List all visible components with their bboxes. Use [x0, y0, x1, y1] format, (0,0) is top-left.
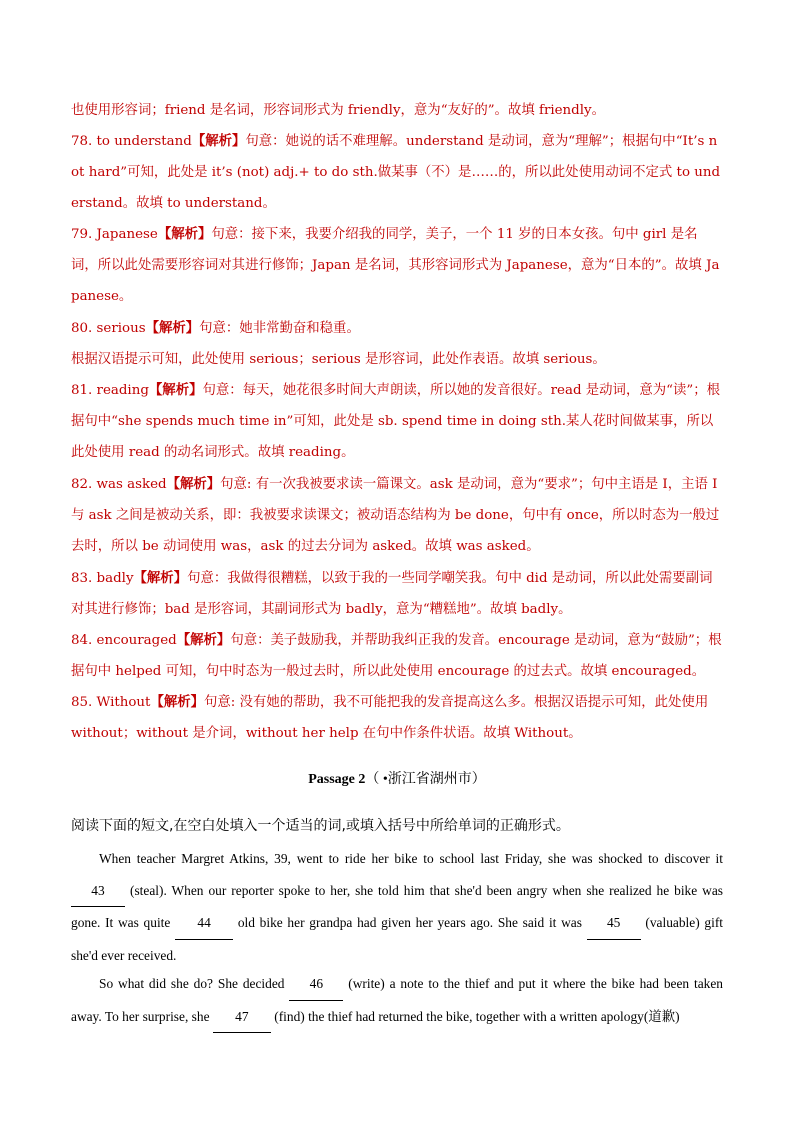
passage-paragraph-1: When teacher Margret Atkins, 39, went to ride her bike to school last Friday, she was shocked to discover it 43 (steal). When our reporter spoke to her, she told him that she'd been angry when she realized he bike was gone. It was quite 44 old bike her grandpa had given her years ago. She said it was 45 (valuable) gift she'd ever received. [71, 851, 724, 963]
passage-title: Passage 2（ •浙江省湖州市） [308, 772, 486, 787]
answer-79: 79. Japanese【解析】句意：接下来，我要介绍我的同学，美子，一个 11 岁的日本女孩。句中 girl 是名词，所以此处需要形容词对其进行修饰；Japan 是名词，其形容词形式为 Japanese，意为“日本的”。故填 Japanese。 [71, 226, 720, 304]
passage-source: （ •浙江省湖州市） [365, 772, 486, 787]
analysis-tag: 【解析】 [133, 570, 188, 586]
analysis-tag: 【解析】 [166, 476, 221, 492]
answer-85: 85. Without【解析】句意: 没有她的帮助，我不可能把我的发音提高这么多。根据汉语提示可知，此处使用 without；without 是介词，without her help 在句中作条件状语。故填 Without。 [71, 694, 709, 741]
analysis-tag: 【解析】 [148, 382, 203, 398]
answer-80-explanation: 根据汉语提示可知，此处使用 serious；serious 是形容词，此处作表语。故填 serious。 [71, 352, 606, 367]
blank-43[interactable]: 43 [71, 875, 125, 908]
blank-45[interactable]: 45 [587, 907, 641, 940]
answer-77-tail: 也使用形容词；friend 是名词，形容词形式为 friendly，意为“友好的”。故填 friendly。 [71, 103, 605, 118]
blank-44[interactable]: 44 [175, 907, 233, 940]
analysis-tag: 【解析】 [157, 226, 212, 242]
answer-81: 81. reading【解析】句意：每天，她花很多时间大声朗读，所以她的发音很好。read 是动词，意为“读”；根据句中“she spends much time in”可知，此处是 sb. spend time in doing sth.某人花时间做某事，所以此处使用 read 的动名词形式。故填 reading。 [71, 382, 720, 460]
blank-46[interactable]: 46 [289, 968, 343, 1001]
analysis-tag: 【解析】 [191, 133, 246, 149]
answer-83: 83. badly【解析】句意：我做得很糟糕，以致于我的一些同学嘲笑我。句中 did 是动词，所以此处需要副词对其进行修饰；bad 是形容词，其副词形式为 badly，意为“糟糕地”。故填 badly。 [71, 570, 713, 617]
analysis-tag: 【解析】 [150, 694, 204, 710]
analysis-tag: 【解析】 [176, 632, 231, 648]
answer-78: 78. to understand【解析】句意：她说的话不难理解。understand 是动词，意为“理解”；根据句中“It’s not hard”可知，此处是 it’s (not) adj.+ to do sth.做某事（不）是……的，所以此处使用动词不定式 to understand。故填 to understand。 [71, 133, 721, 211]
blank-47[interactable]: 47 [213, 1001, 271, 1034]
passage-paragraph-2: So what did she do? She decided 46 (write) a note to the thief and put it where the bike had been taken away. To her surprise, she 47 (find) the thief had returned the bike, together with a written apology(道歉) [71, 968, 723, 1033]
answer-80: 80. serious【解析】句意：她非常勤奋和稳重。 [71, 320, 360, 336]
instructions: 阅读下面的短文,在空白处填入一个适当的词,或填入括号中所给单词的正确形式。 [71, 818, 570, 834]
analysis-tag: 【解析】 [145, 320, 200, 336]
answer-82: 82. was asked【解析】句意: 有一次我被要求读一篇课文。ask 是动词，意为“要求”；句中主语是 I，主语 I 与 ask 之间是被动关系，即：我被要求读课文；被动语态结构为 be done，句中有 once，所以时态为一般过去时，所以 be 动词使用 was，ask 的过去分词为 asked。故填 was asked。 [71, 476, 720, 554]
answer-84: 84. encouraged【解析】句意：美子鼓励我，并帮助我纠正我的发音。encourage 是动词，意为“鼓励”；根据句中 helped 可知，句中时态为一般过去时，所以此处使用 encourage 的过去式。故填 encouraged。 [71, 632, 722, 679]
